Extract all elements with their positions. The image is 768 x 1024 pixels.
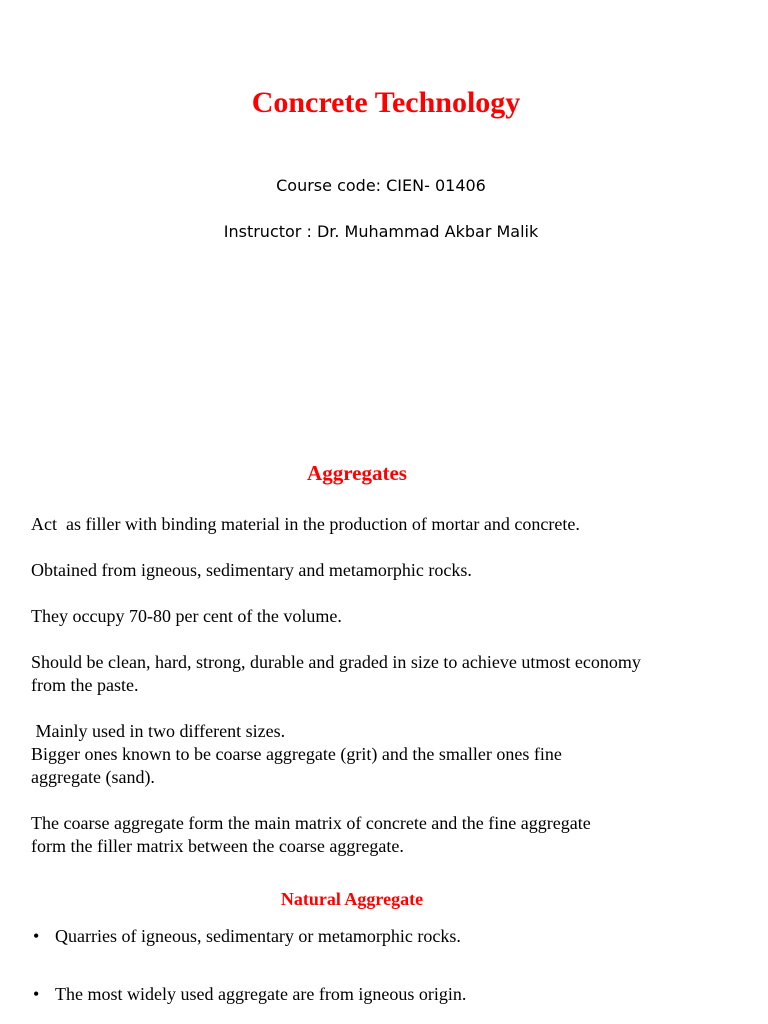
list-item-text: The most widely used aggregate are from igneous origin. (55, 984, 467, 1004)
aggregates-paragraph: They occupy 70-80 per cent of the volume. (31, 606, 342, 626)
instructor-name: Instructor : Dr. Muhammad Akbar Malik (223, 222, 539, 241)
list-item-text: Quarries of igneous, sedimentary or metamorphic rocks. (55, 926, 461, 946)
aggregates-paragraph: Act as filler with binding material in the production of mortar and concrete. (31, 514, 580, 534)
bullet-icon: • (33, 984, 40, 1004)
aggregates-paragraph: Obtained from igneous, sedimentary and metamorphic rocks. (31, 560, 472, 580)
document-title: Concrete Technology (251, 86, 521, 119)
list-item (33, 925, 693, 948)
bullet-icon: • (33, 926, 40, 946)
course-code: Course code: CIEN- 01406 (276, 176, 486, 195)
aggregates-paragraph: The coarse aggregate form the main matrix of concrete and the fine aggregate form the filler matrix between the coarse aggregate. (31, 813, 591, 856)
aggregates-paragraph: Mainly used in two different sizes. Bigger ones known to be coarse aggregate (grit) and the smaller ones fine aggregate (sand). (31, 721, 562, 787)
list-item (33, 983, 693, 1006)
natural-aggregate-heading: Natural Aggregate (280, 889, 424, 909)
aggregates-heading: Aggregates (307, 461, 407, 485)
aggregates-paragraph: Should be clean, hard, strong, durable and graded in size to achieve utmost economy from the paste. (31, 652, 641, 695)
